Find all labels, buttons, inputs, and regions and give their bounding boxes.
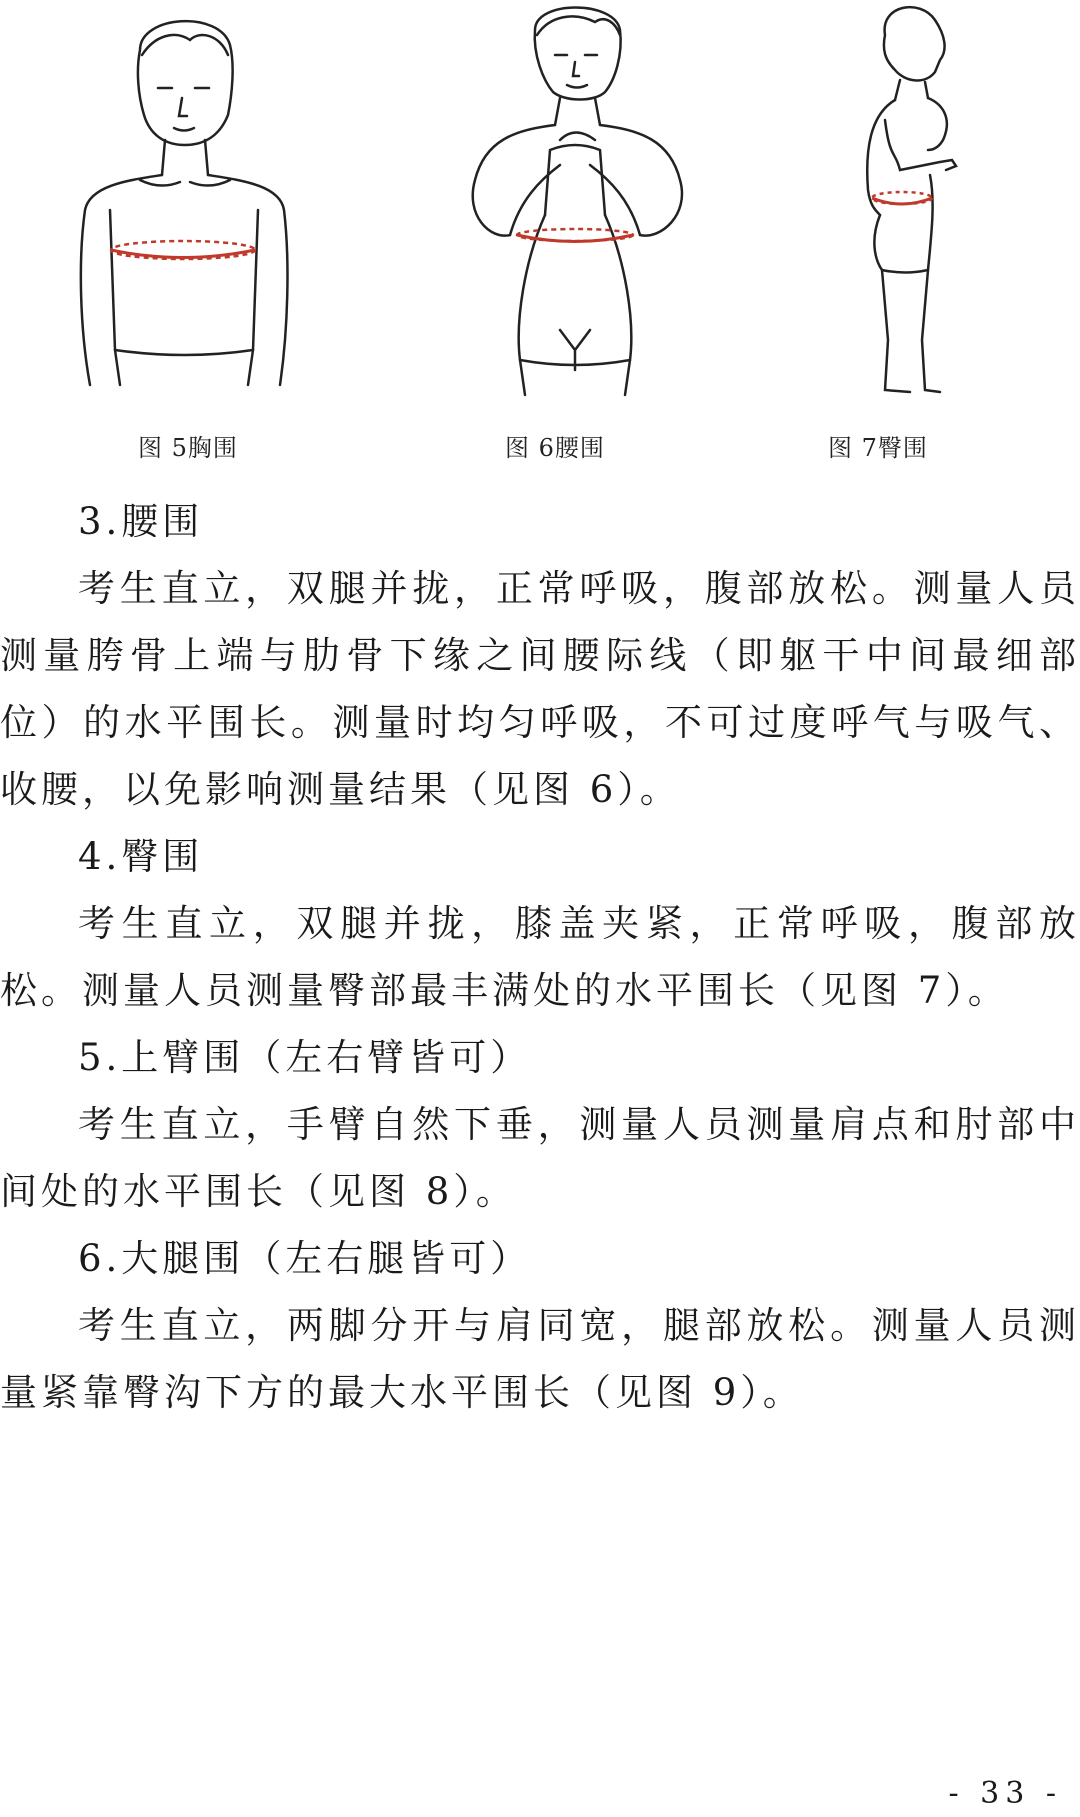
page-number: - 33 - <box>948 1776 1062 1811</box>
figure-caption <box>138 428 238 463</box>
figure-label: 胸围 <box>187 434 238 462</box>
section-heading: 3.腰围 <box>78 500 204 543</box>
figure-number: 图 5 <box>138 434 188 462</box>
figure-number: 图 6 <box>505 434 555 462</box>
section-heading: 6.大腿围（左右腿皆可） <box>78 1237 532 1280</box>
figures-row <box>0 0 1080 470</box>
section-paragraph: 考生直立，双腿并拢，正常呼吸，腹部放松。测量人员测量胯骨上端与肋骨下缘之间腰际线（即躯干中间最细部位）的水平围长。测量时均匀呼吸，不可过度呼气与吸气、收腰，以免影响测量结果（见图 6）。 <box>0 567 1080 811</box>
figure-caption <box>505 428 605 463</box>
section-paragraph: 考生直立，两脚分开与肩同宽，腿部放松。测量人员测量紧靠臀沟下方的最大水平围长（见图 9）。 <box>0 1304 1080 1414</box>
section-heading: 5.上臂围（左右臂皆可） <box>78 1036 532 1079</box>
section-heading: 4.臀围 <box>78 835 204 878</box>
waist-figure-illustration <box>455 0 695 400</box>
figure-number: 图 7 <box>828 434 878 462</box>
document-body <box>0 488 1080 1426</box>
section-paragraph: 考生直立，手臂自然下垂，测量人员测量肩点和肘部中间处的水平围长（见图 8）。 <box>0 1103 1080 1213</box>
figure-label: 臀围 <box>877 434 928 462</box>
chest-figure-illustration <box>70 10 300 390</box>
section-paragraph: 考生直立，双腿并拢，膝盖夹紧，正常呼吸，腹部放松。测量人员测量臀部最丰满处的水平围长（见图 7）。 <box>0 902 1080 1012</box>
figure-caption <box>828 428 928 463</box>
figure-label: 腰围 <box>554 434 605 462</box>
hip-figure-illustration <box>840 0 990 400</box>
